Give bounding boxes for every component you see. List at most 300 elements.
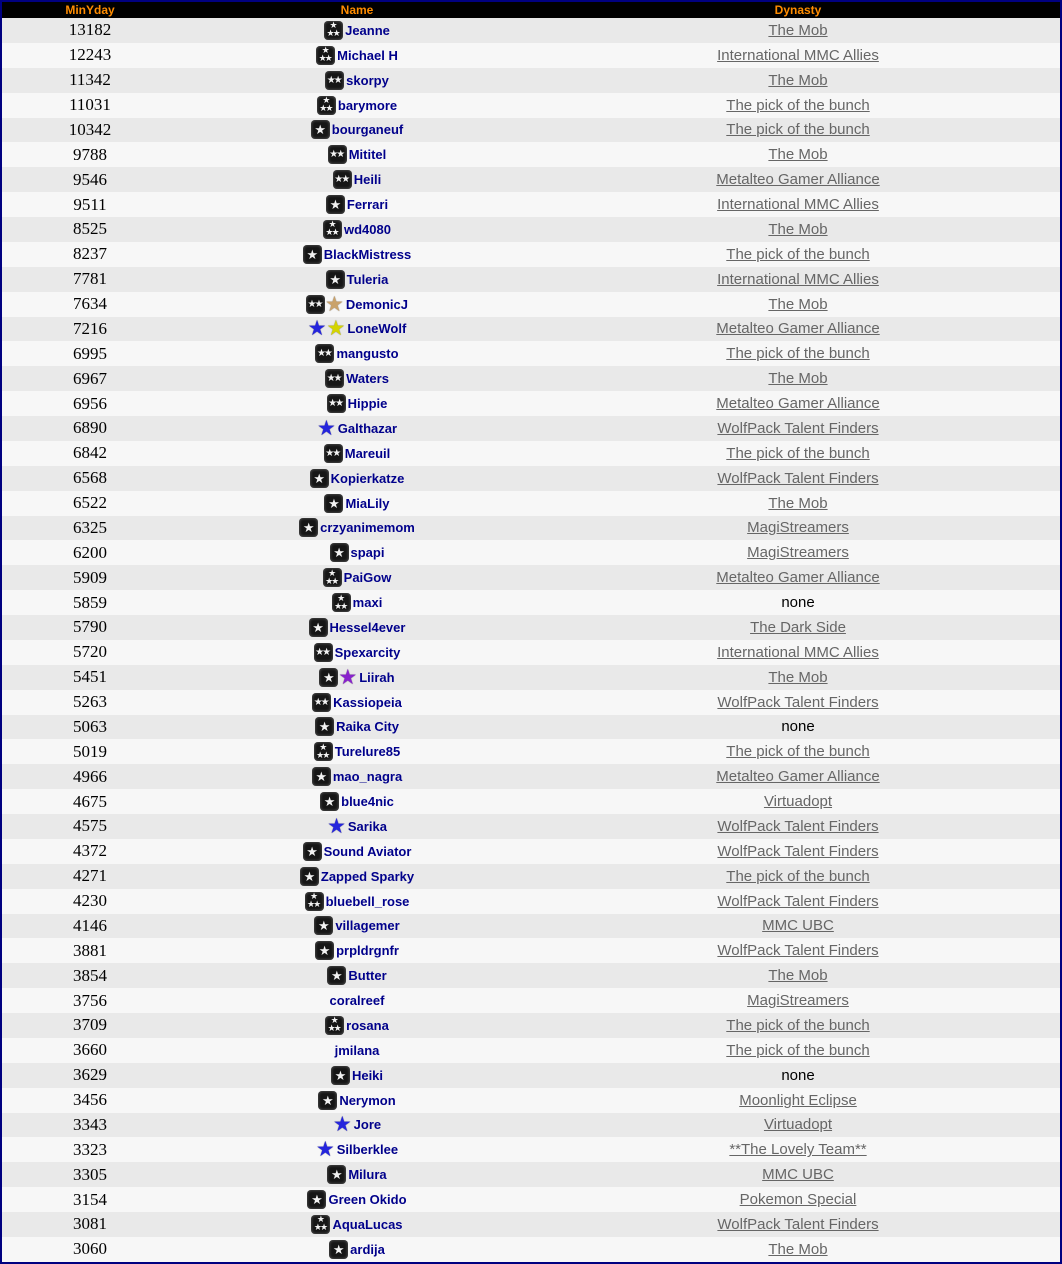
table-row [2, 93, 1060, 118]
player-name-link[interactable]: Green Okido [328, 1192, 407, 1208]
player-name-link[interactable]: jmilana [334, 1042, 380, 1058]
name-icons [306, 292, 346, 316]
minyday-cell [2, 1162, 178, 1187]
minyday-value: 4230 [73, 891, 107, 911]
dynasty-link[interactable]: WolfPack Talent Finders [717, 469, 879, 487]
name-wrap [325, 71, 389, 90]
minyday-cell [2, 142, 178, 167]
dynasty-cell [536, 1237, 1060, 1262]
name-cell [178, 789, 536, 814]
dynasty-cell [536, 963, 1060, 988]
dynasty-link[interactable]: MagiStreamers [747, 519, 849, 537]
minyday-cell [2, 43, 178, 68]
table-row [2, 839, 1060, 864]
table-row [2, 665, 1060, 690]
minyday-value: 4271 [73, 866, 107, 886]
name-cell [178, 739, 536, 764]
minyday-value: 3081 [73, 1214, 107, 1234]
name-icons [325, 71, 346, 90]
table-row [2, 192, 1060, 217]
minyday-value: 4372 [73, 841, 107, 861]
name-wrap [303, 245, 411, 264]
name-cell [178, 1162, 536, 1187]
dynasty-cell [536, 640, 1060, 665]
table-row [2, 1038, 1060, 1063]
minyday-cell [2, 267, 178, 292]
name-cell [178, 839, 536, 864]
name-icons [314, 643, 335, 662]
name-cell [178, 1137, 536, 1162]
dynasty-link[interactable]: The Mob [768, 668, 828, 686]
player-name-link[interactable]: bourganeuf [331, 122, 404, 138]
dynasty-link[interactable]: The Mob [768, 494, 828, 512]
dynasty-cell [536, 814, 1060, 839]
dynasty-cell [536, 690, 1060, 715]
name-cell [178, 715, 536, 740]
player-name-link[interactable]: skorpy [346, 72, 389, 88]
dynasty-link[interactable]: International MMC Allies [717, 46, 879, 64]
dynasty-link[interactable]: The Dark Side [750, 618, 846, 636]
name-icons [312, 693, 333, 712]
dynasty-cell [536, 789, 1060, 814]
name-icons [320, 792, 341, 811]
dynasty-link[interactable]: WolfPack Talent Finders [717, 892, 879, 910]
name-icons [305, 892, 326, 911]
player-name-link[interactable]: Nerymon [339, 1092, 396, 1108]
minyday-cell [2, 1137, 178, 1162]
dynasty-cell [536, 491, 1060, 516]
name-icons [329, 1240, 350, 1259]
dynasty-link[interactable]: Virtuadopt [763, 1116, 833, 1134]
player-name-link[interactable]: Milura [348, 1167, 387, 1183]
dynasty-link[interactable]: The Mob [768, 967, 828, 985]
minyday-value: 7216 [73, 318, 107, 338]
minyday-value: 3343 [73, 1114, 107, 1134]
dynasty-link[interactable]: Metalteo Gamer Alliance [716, 768, 880, 786]
table-row [2, 142, 1060, 167]
player-name-link[interactable]: Turelure85 [334, 744, 401, 760]
player-name-link[interactable]: Liirah [359, 669, 395, 685]
dynasty-link[interactable]: Metalteo Gamer Alliance [716, 395, 880, 413]
player-name-link[interactable]: Waters [346, 371, 389, 387]
minyday-cell [2, 739, 178, 764]
name-icons [326, 270, 347, 289]
name-wrap [327, 814, 387, 838]
player-name-link[interactable]: Hessel4ever [329, 619, 406, 635]
table-row [2, 914, 1060, 939]
dynasty-cell [536, 1113, 1060, 1138]
gold-star-icon: ★ [326, 317, 346, 341]
minyday-cell [2, 1113, 178, 1138]
name-icons [314, 916, 335, 935]
minyday-value: 12243 [68, 45, 112, 65]
name-wrap [312, 767, 402, 786]
dynasty-link[interactable]: MagiStreamers [747, 544, 849, 562]
name-wrap [330, 543, 385, 562]
premium-badge-1-star-icon: ★ [327, 966, 346, 985]
table-row [2, 963, 1060, 988]
player-name-link[interactable]: BlackMistress [323, 246, 412, 262]
player-name-link[interactable]: wd4080 [344, 221, 391, 237]
name-wrap [306, 292, 408, 316]
name-cell [178, 491, 536, 516]
dynasty-cell [536, 914, 1060, 939]
name-wrap [315, 717, 399, 736]
dynasty-link[interactable]: Virtuadopt [763, 793, 833, 811]
table-row [2, 341, 1060, 366]
dynasty-link[interactable]: The Mob [768, 146, 828, 164]
dynasty-link[interactable]: The pick of the bunch [726, 743, 870, 761]
premium-badge-1-star-icon: ★ [314, 916, 333, 935]
dynasty-none-label: none [781, 594, 815, 612]
name-wrap [300, 867, 414, 886]
player-name-link[interactable]: PaiGow [343, 570, 392, 586]
minyday-value: 6522 [73, 493, 107, 513]
name-wrap [324, 21, 390, 40]
name-icons [315, 344, 336, 363]
minyday-cell [2, 864, 178, 889]
table-row [2, 690, 1060, 715]
player-name-link[interactable]: rosana [346, 1017, 389, 1033]
name-wrap [314, 742, 401, 761]
name-icons [315, 1138, 337, 1162]
minyday-cell [2, 615, 178, 640]
table-row [2, 565, 1060, 590]
minyday-cell [2, 839, 178, 864]
dynasty-link[interactable]: WolfPack Talent Finders [717, 842, 879, 860]
minyday-value: 4146 [73, 915, 107, 935]
player-name-link[interactable]: Silberklee [336, 1142, 399, 1158]
minyday-value: 8237 [73, 244, 107, 264]
player-name-link[interactable]: blue4nic [341, 794, 394, 810]
dynasty-link[interactable]: Metalteo Gamer Alliance [716, 569, 880, 587]
name-icons [317, 96, 338, 115]
name-icons [330, 543, 351, 562]
name-wrap [335, 1043, 380, 1058]
premium-badge-3-star-icon: ★ ★★ [305, 892, 324, 911]
dynasty-link[interactable]: The pick of the bunch [726, 345, 870, 363]
name-icons [327, 966, 348, 985]
dynasty-cell [536, 1137, 1060, 1162]
column-header-dynasty: Dynasty [774, 3, 822, 17]
name-wrap [329, 1240, 385, 1259]
dynasty-link[interactable]: WolfPack Talent Finders [717, 693, 879, 711]
name-cell [178, 1038, 536, 1063]
dynasty-link[interactable]: International MMC Allies [717, 196, 879, 214]
dynasty-cell [536, 341, 1060, 366]
dynasty-link[interactable]: The pick of the bunch [726, 96, 870, 114]
dynasty-cell [536, 540, 1060, 565]
name-wrap [314, 643, 401, 662]
dynasty-link[interactable]: **The Lovely Team** [729, 1141, 867, 1159]
purple-star-icon: ★ [338, 665, 358, 689]
dynasty-cell [536, 1088, 1060, 1113]
dynasty-cell [536, 242, 1060, 267]
minyday-value: 6200 [73, 542, 107, 562]
minyday-cell [2, 889, 178, 914]
player-name-link[interactable]: Kassiopeia [333, 694, 402, 710]
blue-star-icon: ★ [332, 1113, 352, 1137]
dynasty-cell [536, 366, 1060, 391]
premium-badge-2-star-icon: ★★ [333, 170, 352, 189]
player-name-link[interactable]: spapi [350, 545, 385, 561]
name-icons [325, 369, 346, 388]
dynasty-cell [536, 43, 1060, 68]
dynasty-link[interactable]: WolfPack Talent Finders [717, 419, 879, 437]
minyday-value: 9546 [73, 169, 107, 189]
name-cell [178, 914, 536, 939]
player-name-link[interactable]: Zapped Sparky [320, 868, 415, 884]
name-icons [327, 394, 348, 413]
dynasty-cell [536, 1187, 1060, 1212]
player-name-link[interactable]: coralreef [329, 993, 385, 1009]
table-row [2, 43, 1060, 68]
player-name-link[interactable]: mangusto [336, 346, 399, 362]
player-name-link[interactable]: Butter [348, 968, 387, 984]
name-wrap [312, 693, 402, 712]
name-icons [327, 814, 348, 838]
name-cell [178, 391, 536, 416]
dynasty-cell [536, 391, 1060, 416]
player-name-link[interactable]: mao_nagra [332, 769, 403, 785]
name-icons [324, 494, 345, 513]
table-row [2, 1063, 1060, 1088]
minyday-cell [2, 167, 178, 192]
dynasty-link[interactable]: MMC UBC [762, 917, 834, 935]
minyday-value: 11342 [69, 70, 111, 90]
premium-badge-1-star-icon: ★ [307, 1190, 326, 1209]
player-name-link[interactable]: Mititel [348, 147, 387, 163]
dynasty-cell [536, 739, 1060, 764]
table-row [2, 242, 1060, 267]
player-name-link[interactable]: Kopierkatze [330, 470, 405, 486]
minyday-value: 4675 [73, 791, 107, 811]
dynasty-link[interactable]: The pick of the bunch [726, 444, 870, 462]
player-name-link[interactable]: Galthazar [337, 420, 398, 436]
player-name-link[interactable]: Jore [353, 1117, 382, 1133]
dynasty-link[interactable]: The Mob [768, 220, 828, 238]
player-name-link[interactable]: Heili [353, 172, 382, 188]
player-name-link[interactable]: Tuleria [346, 271, 389, 287]
player-name-link[interactable]: Sarika [347, 818, 387, 834]
dynasty-link[interactable]: The Mob [768, 1240, 828, 1258]
name-icons [307, 317, 348, 341]
premium-badge-1-star-icon: ★ [315, 717, 334, 736]
premium-badge-1-star-icon: ★ [300, 867, 319, 886]
minyday-cell [2, 640, 178, 665]
dynasty-link[interactable]: International MMC Allies [717, 643, 879, 661]
name-cell [178, 441, 536, 466]
player-name-link[interactable]: Mareuil [344, 445, 391, 461]
name-cell [178, 217, 536, 242]
name-wrap [325, 369, 389, 388]
name-icons [299, 518, 320, 537]
minyday-cell [2, 789, 178, 814]
dynasty-cell [536, 590, 1060, 615]
table-header-row [2, 2, 1060, 18]
name-cell [178, 690, 536, 715]
player-name-link[interactable]: AquaLucas [332, 1216, 403, 1232]
dynasty-link[interactable]: Metalteo Gamer Alliance [716, 320, 880, 338]
dynasty-cell [536, 118, 1060, 143]
player-name-link[interactable]: Sound Aviator [323, 843, 412, 859]
premium-badge-1-star-icon: ★ [311, 120, 330, 139]
dynasty-cell [536, 217, 1060, 242]
dynasty-link[interactable]: The Mob [768, 71, 828, 89]
minyday-cell [2, 540, 178, 565]
dynasty-link[interactable]: Moonlight Eclipse [739, 1091, 857, 1109]
dynasty-link[interactable]: The pick of the bunch [726, 121, 870, 139]
dynasty-link[interactable]: WolfPack Talent Finders [717, 817, 879, 835]
name-cell [178, 988, 536, 1013]
name-cell [178, 565, 536, 590]
player-name-link[interactable]: barymore [337, 97, 398, 113]
minyday-cell [2, 516, 178, 541]
name-wrap [324, 494, 389, 513]
player-name-link[interactable]: LoneWolf [347, 321, 407, 337]
dynasty-link[interactable]: The pick of the bunch [726, 1041, 870, 1059]
premium-badge-1-star-icon: ★ [312, 767, 331, 786]
dynasty-cell [536, 938, 1060, 963]
name-cell [178, 615, 536, 640]
dynasty-cell [536, 1162, 1060, 1187]
name-cell [178, 267, 536, 292]
name-wrap [326, 270, 389, 289]
minyday-value: 6325 [73, 517, 107, 537]
name-cell [178, 938, 536, 963]
minyday-value: 10342 [68, 119, 112, 139]
player-name-link[interactable]: Heiki [351, 1067, 384, 1083]
minyday-value: 5451 [73, 667, 107, 687]
premium-badge-1-star-icon: ★ [303, 245, 322, 264]
dynasty-cell [536, 192, 1060, 217]
table-row [2, 1013, 1060, 1038]
name-cell [178, 1187, 536, 1212]
name-wrap [317, 96, 397, 115]
name-wrap [327, 394, 388, 413]
premium-badge-2-star-icon: ★★ [327, 394, 346, 413]
dynasty-link[interactable]: MMC UBC [762, 1166, 834, 1184]
player-name-link[interactable]: Raika City [336, 719, 399, 735]
name-cell [178, 814, 536, 839]
player-name-link[interactable]: DemonicJ [345, 296, 408, 312]
premium-badge-3-star-icon: ★ ★★ [323, 220, 342, 239]
dynasty-link[interactable]: The Mob [768, 370, 828, 388]
premium-badge-3-star-icon: ★ ★★ [314, 742, 333, 761]
minyday-cell [2, 988, 178, 1013]
minyday-cell [2, 391, 178, 416]
minyday-value: 3323 [73, 1139, 107, 1159]
name-icons [310, 469, 331, 488]
dynasty-link[interactable]: The pick of the bunch [726, 245, 870, 263]
premium-badge-2-star-icon: ★★ [325, 71, 344, 90]
name-cell [178, 93, 536, 118]
dynasty-link[interactable]: Pokemon Special [739, 1191, 857, 1209]
dynasty-cell [536, 615, 1060, 640]
minyday-cell [2, 192, 178, 217]
dynasty-cell [536, 466, 1060, 491]
dynasty-link[interactable]: WolfPack Talent Finders [717, 1215, 879, 1233]
dynasty-link[interactable]: International MMC Allies [717, 270, 879, 288]
dynasty-cell [536, 1063, 1060, 1088]
name-icons [332, 593, 353, 612]
name-cell [178, 1063, 536, 1088]
dynasty-link[interactable]: The Mob [768, 295, 828, 313]
player-name-link[interactable]: Spexarcity [334, 644, 401, 660]
dynasty-cell [536, 665, 1060, 690]
player-name-link[interactable]: MiaLily [345, 495, 390, 511]
dynasty-link[interactable]: The Mob [768, 21, 828, 39]
name-wrap [332, 593, 383, 612]
minyday-value: 6995 [73, 343, 107, 363]
table-row [2, 764, 1060, 789]
name-wrap [316, 46, 398, 65]
minyday-cell [2, 416, 178, 441]
name-cell [178, 665, 536, 690]
name-wrap [330, 993, 385, 1008]
table-row [2, 1212, 1060, 1237]
player-name-link[interactable]: crzyanimemom [320, 520, 415, 536]
dynasty-cell [536, 292, 1060, 317]
player-name-link[interactable]: villagemer [335, 918, 400, 934]
dynasty-cell [536, 93, 1060, 118]
player-name-link[interactable]: Jeanne [345, 22, 390, 38]
dynasty-cell [536, 167, 1060, 192]
minyday-cell [2, 814, 178, 839]
column-header-minyday: MinYday [65, 3, 115, 17]
minyday-cell [2, 1187, 178, 1212]
name-icons [326, 195, 347, 214]
player-name-link[interactable]: ardija [350, 1241, 385, 1257]
name-wrap [309, 618, 406, 637]
name-icons [315, 717, 336, 736]
player-name-link[interactable]: bluebell_rose [325, 893, 410, 909]
dynasty-cell [536, 839, 1060, 864]
dynasty-cell [536, 267, 1060, 292]
dynasty-link[interactable]: Metalteo Gamer Alliance [716, 171, 880, 189]
premium-badge-2-star-icon: ★★ [315, 344, 334, 363]
minyday-cell [2, 690, 178, 715]
dynasty-link[interactable]: WolfPack Talent Finders [717, 942, 879, 960]
premium-badge-3-star-icon: ★ ★★ [317, 96, 336, 115]
dynasty-link[interactable]: The pick of the bunch [726, 867, 870, 885]
name-icons [325, 1016, 346, 1035]
dynasty-cell [536, 889, 1060, 914]
name-icons [309, 618, 330, 637]
name-wrap [311, 120, 404, 139]
name-cell [178, 341, 536, 366]
name-cell [178, 764, 536, 789]
name-cell [178, 192, 536, 217]
player-name-link[interactable]: maxi [352, 595, 383, 611]
name-icons [332, 1113, 354, 1137]
player-name-link[interactable]: Ferrari [346, 197, 389, 213]
table-row [2, 217, 1060, 242]
name-wrap [327, 1165, 386, 1184]
dynasty-cell [536, 142, 1060, 167]
dynasty-link[interactable]: The pick of the bunch [726, 1016, 870, 1034]
premium-badge-1-star-icon: ★ [319, 668, 338, 687]
table-row [2, 615, 1060, 640]
name-wrap [316, 416, 398, 440]
minyday-value: 3305 [73, 1164, 107, 1184]
name-icons [311, 120, 332, 139]
name-wrap [326, 195, 388, 214]
player-name-link[interactable]: Michael H [337, 47, 398, 63]
dynasty-link[interactable]: MagiStreamers [747, 992, 849, 1010]
player-name-link[interactable]: prpldrgnfr [336, 943, 399, 959]
player-name-link[interactable]: Hippie [347, 396, 388, 412]
